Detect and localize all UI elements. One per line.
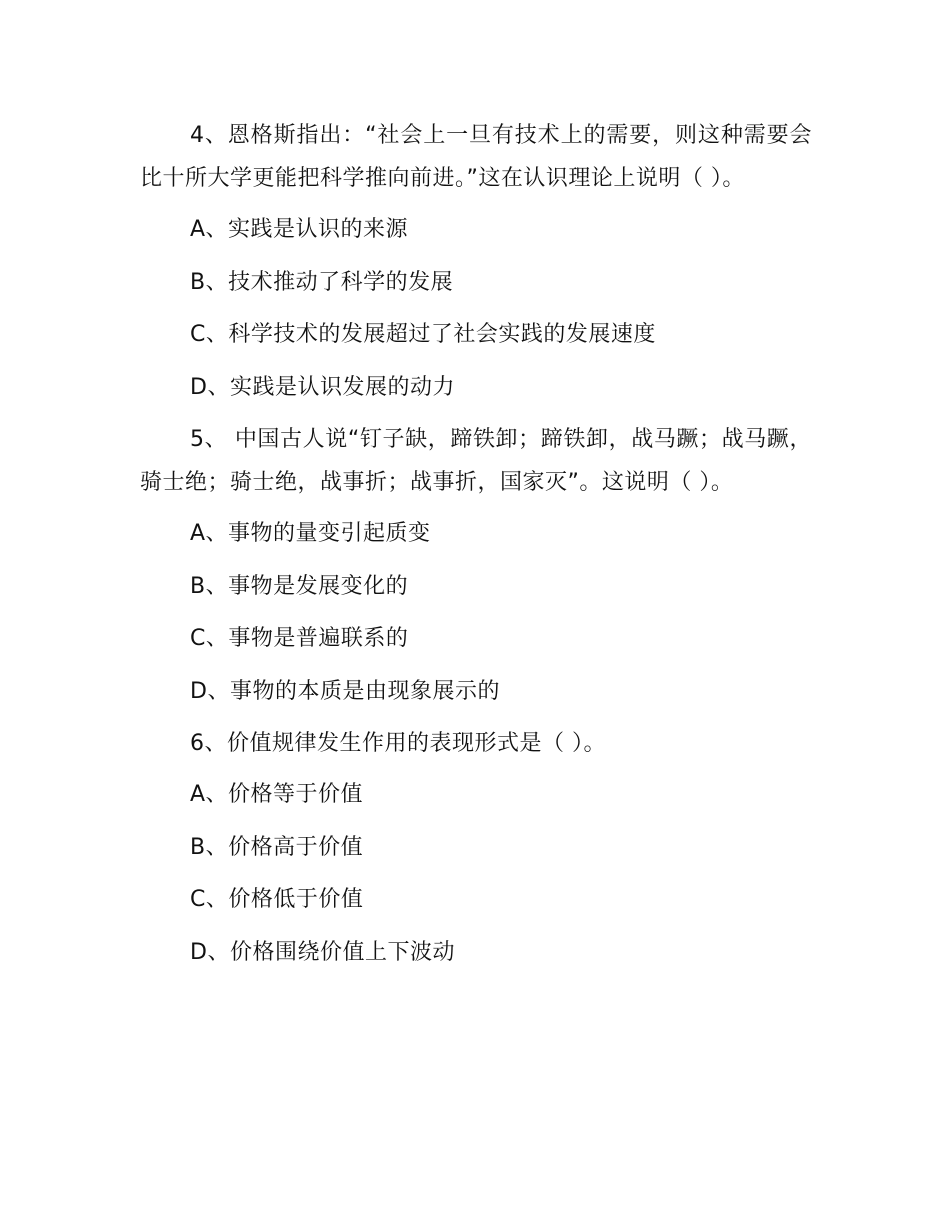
- question-block-6: [140, 722, 812, 974]
- option-c: C、科学技术的发展超过了社会实践的发展速度: [190, 322, 656, 347]
- option-b: B、价格高于价值: [190, 834, 364, 860]
- option-c: C、事物是普遍联系的: [190, 626, 409, 651]
- option-a: A、事物的量变引起质变: [190, 521, 431, 546]
- question-block-5: [140, 418, 812, 713]
- option-d: D、事物的本质是由现象展示的: [190, 678, 500, 704]
- question-stem: 4、恩格斯指出：“社会上一旦有技术上的需要，则这种需要会比十所大学更能把科学推向前进。”这在认识理论上说明（ ）。: [140, 123, 812, 191]
- question-stem: 6、价值规律发生作用的表现形式是（ ）。: [190, 731, 606, 756]
- option-a: A、价格等于价值: [190, 782, 364, 807]
- question-list: [140, 114, 812, 983]
- option-c: C、价格低于价值: [190, 887, 364, 912]
- option-b: B、技术推动了科学的发展: [190, 269, 454, 295]
- option-d: D、价格围绕价值上下波动: [190, 939, 455, 965]
- option-b: B、事物是发展变化的: [190, 573, 409, 599]
- question-stem: 5、 中国古人说“钉子缺，蹄铁卸；蹄铁卸，战马蹶；战马蹶，骑士绝；骑士绝，战事折；战事折，国家灭”。这说明（ ）。: [140, 427, 812, 495]
- option-a: A、实践是认识的来源: [190, 217, 409, 242]
- question-block-4: [140, 114, 812, 409]
- option-d: D、实践是认识发展的动力: [190, 374, 455, 400]
